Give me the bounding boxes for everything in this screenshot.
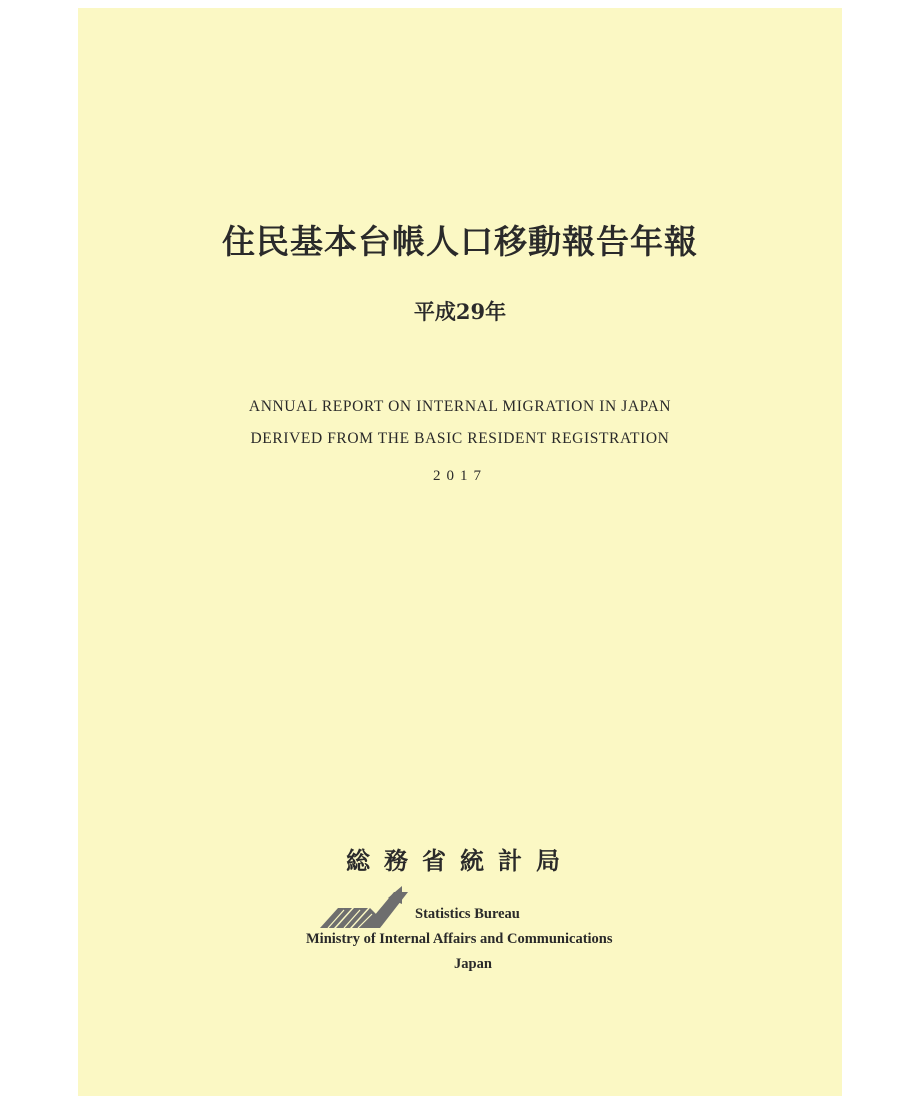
cover-page xyxy=(78,8,842,1096)
publisher-name-japanese: 総務省統計局 xyxy=(346,846,574,875)
report-title-japanese: 住民基本台帳人口移動報告年報 xyxy=(222,222,698,261)
report-title-english-line2: DERIVED FROM THE BASIC RESIDENT REGISTRATION xyxy=(250,430,670,447)
report-title-english-line1: ANNUAL REPORT ON INTERNAL MIGRATION IN JAPAN xyxy=(248,398,672,415)
report-year-english: 2017 xyxy=(433,468,487,484)
statistics-bureau-logo-icon xyxy=(318,884,414,930)
report-year-japanese: 平成29年 xyxy=(413,299,507,324)
publisher-name-english-line1: Statistics Bureau xyxy=(415,906,520,922)
publisher-name-english-line3: Japan xyxy=(454,956,492,972)
publisher-name-english-line2: Ministry of Internal Affairs and Communications xyxy=(306,931,613,947)
